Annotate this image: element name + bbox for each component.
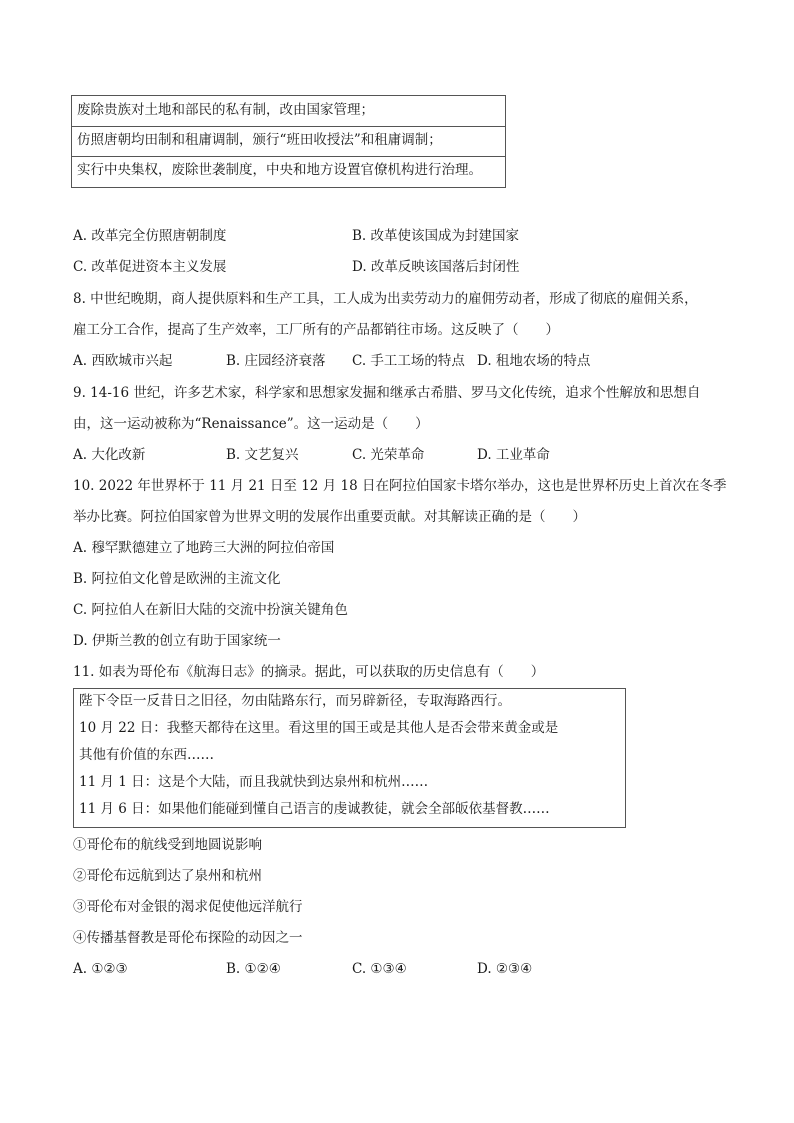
table-row: 废除贵族对土地和部民的私有制，改由国家管理； [77,102,374,118]
table-row: 实行中央集权，废除世袭制度，中央和地方设置官僚机构进行治理。 [77,162,482,178]
q9-option-d[interactable]: D. 工业革命 [477,447,550,463]
table-row: 仿照唐朝均田制和租庸调制，颁行“班田收授法”和租庸调制； [77,132,442,148]
excerpt-line: 10 月 22 日：我整天都待在这里。看这里的国王或是其他人是否会带来黄金或是 [79,720,559,736]
q11-option-d[interactable]: D. ②③④ [477,961,533,977]
q11-statement-1: ①哥伦布的航线受到地圆说影响 [73,837,262,853]
q10-stem: 举办比赛。阿拉伯国家曾为世界文明的发展作出重要贡献。对其解读正确的是（ ） [73,509,586,525]
excerpt-line: 陛下令臣一反昔日之旧径，勿由陆路东行，而另辟新径，专取海路西行。 [79,693,511,709]
q11-statement-2: ②哥伦布远航到达了泉州和杭州 [73,868,262,884]
excerpt-line: 其他有价值的东西…… [79,747,214,763]
q11-statement-3: ③哥伦布对金银的渴求促使他远洋航行 [73,899,303,915]
reform-table [71,95,506,188]
q11-option-c[interactable]: C. ①③④ [352,961,407,977]
q10-option-c[interactable]: C. 阿拉伯人在新旧大陆的交流中扮演关键角色 [73,602,348,618]
q10-option-b[interactable]: B. 阿拉伯文化曾是欧洲的主流文化 [73,571,281,587]
q11-statement-4: ④传播基督教是哥伦布探险的动因之一 [73,930,303,946]
q7-option-a[interactable]: A. 改革完全仿照唐朝制度 [73,228,227,244]
q9-stem: 由，这一运动被称为“Renaissance”。这一运动是（ ） [73,416,429,432]
log-excerpt-box [73,688,626,828]
q10-stem: 10. 2022 年世界杯于 11 月 21 日至 12 月 18 日在阿拉伯国家卡塔尔举办，这也是世界杯历史上首次在冬季 [73,478,727,494]
q9-option-c[interactable]: C. 光荣革命 [352,447,425,463]
q8-option-c[interactable]: C. 手工工场的特点 [352,353,465,369]
q10-option-d[interactable]: D. 伊斯兰教的创立有助于国家统一 [73,633,281,649]
q9-option-a[interactable]: A. 大化改新 [73,447,146,463]
q10-option-a[interactable]: A. 穆罕默德建立了地跨三大洲的阿拉伯帝国 [73,540,335,556]
table-divider [72,156,505,157]
q8-stem: 8. 中世纪晚期，商人提供原料和生产工具，工人成为出卖劳动力的雇佣劳动者，形成了彻底的雇佣关系， [73,291,698,307]
q8-option-b[interactable]: B. 庄园经济衰落 [226,353,326,369]
table-divider [72,126,505,127]
q7-option-b[interactable]: B. 改革使该国成为封建国家 [352,228,520,244]
q11-option-a[interactable]: A. ①②③ [73,961,128,977]
q7-option-d[interactable]: D. 改革反映该国落后封闭性 [352,259,520,275]
q8-stem: 雇工分工合作，提高了生产效率，工厂所有的产品都销往市场。这反映了（ ） [73,322,559,338]
excerpt-line: 11 月 6 日：如果他们能碰到懂自己语言的虔诚教徒，就会全部皈依基督教…… [79,801,550,817]
q8-option-d[interactable]: D. 租地农场的特点 [477,353,591,369]
q9-stem: 9. 14-16 世纪，许多艺术家，科学家和思想家发掘和继承古希腊、罗马文化传统，追求个性解放和思想自 [73,385,701,401]
q11-stem: 11. 如表为哥伦布《航海日志》的摘录。据此，可以获取的历史信息有（ ） [73,664,545,680]
q8-option-a[interactable]: A. 西欧城市兴起 [73,353,173,369]
q9-option-b[interactable]: B. 文艺复兴 [226,447,299,463]
q7-option-c[interactable]: C. 改革促进资本主义发展 [73,259,227,275]
excerpt-line: 11 月 1 日：这是个大陆，而且我就快到达泉州和杭州…… [79,774,429,790]
q11-option-b[interactable]: B. ①②④ [226,961,281,977]
